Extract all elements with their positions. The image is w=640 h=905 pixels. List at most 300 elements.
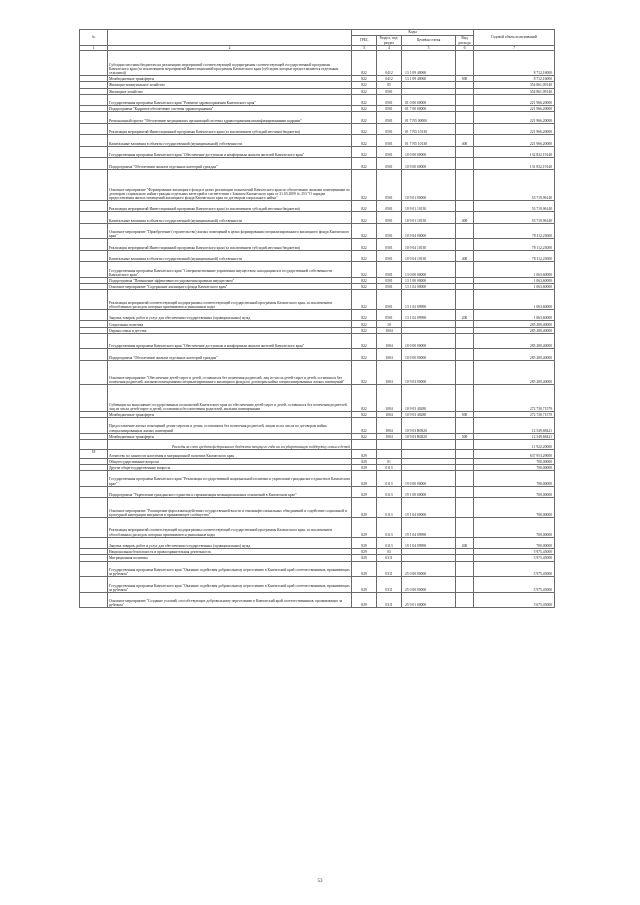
row-section: 1004 <box>377 333 402 349</box>
row-target-article: 10 0 00 00000 <box>402 146 456 157</box>
row-grbs: 822 <box>352 262 377 278</box>
row-grbs: 829 <box>352 471 377 487</box>
row-name: Основное мероприятие "Приобретение (строительство) жилых помещений в целях формирования специализированного жилищного фонда Камчатского края" <box>108 223 352 239</box>
row-grbs: 829 <box>352 577 377 593</box>
row-amount: 285 280,40000 <box>474 333 555 349</box>
row-target-article: 10 9 01 10130 <box>402 212 456 223</box>
row-name: Государственная программа Камчатского края "Реализация государственной национальной политики и укрепление гражданского единства в Камчатском крае" <box>108 471 352 487</box>
row-target-article: 13 1 02 09990 <box>402 290 456 310</box>
row-target-article: 13 1 09 40060 <box>402 51 456 76</box>
row-grbs: 822 <box>352 146 377 157</box>
row-amount: 78 112,23000 <box>474 250 555 261</box>
row-expense-type: 500 <box>456 76 474 82</box>
row-grbs: 822 <box>352 239 377 250</box>
row-target-article: 10 9 04 00000 <box>402 223 456 239</box>
row-expense-type <box>456 239 474 250</box>
row-grbs: 829 <box>352 498 377 518</box>
row-grbs: 829 <box>352 555 377 561</box>
row-target-article: 13 1 09 40060 <box>402 76 456 82</box>
table-row <box>80 309 555 320</box>
row-section: 1004 <box>377 384 402 411</box>
row-number <box>80 561 108 577</box>
table-header <box>80 30 555 51</box>
row-amount: 285 280,40000 <box>474 349 555 360</box>
header-index: 1 <box>80 46 108 51</box>
row-number <box>80 94 108 105</box>
row-number <box>80 577 108 593</box>
table-row <box>80 517 555 537</box>
row-grbs <box>352 439 377 449</box>
row-amount: 53 719,96140 <box>474 212 555 223</box>
row-amount: 354 861,09140 <box>474 82 555 88</box>
row-expense-type <box>456 498 474 518</box>
row-name: Основное мероприятие "Расширение форм взаимодействия государственной власти и этноконфессиональных объединений и содействие социальной и культурной интеграции мигрантов в принимающее сообщество" <box>108 498 352 518</box>
table-row <box>80 112 555 123</box>
row-expense-type <box>456 384 474 411</box>
row-target-article: 19 0 00 00000 <box>402 471 456 487</box>
row-section: 1004 <box>377 360 402 384</box>
row-grbs: 822 <box>352 309 377 320</box>
table-row <box>80 200 555 211</box>
row-name: Охрана семьи и детства <box>108 327 352 333</box>
row-grbs: 822 <box>352 200 377 211</box>
row-expense-type <box>456 471 474 487</box>
row-section: 1004 <box>377 433 402 439</box>
row-target-article: 10 9 03 40280 <box>402 384 456 411</box>
header-grbs: ГРБС <box>352 36 377 46</box>
table-row <box>80 290 555 310</box>
row-expense-type <box>456 450 474 458</box>
row-number <box>80 384 108 411</box>
row-grbs: 822 <box>352 321 377 327</box>
row-name: Подпрограмма "Обеспечение жильем отдельных категорий граждан" <box>108 158 352 169</box>
row-section: 0501 <box>377 112 402 123</box>
row-name: Реализация мероприятий соответствующей подпрограммы соответствующей государственной программы Камчатского края, за исключением обособленных расходов, которым присваиваются уникальные коды <box>108 517 352 537</box>
row-section: 0501 <box>377 309 402 320</box>
row-amount: 221 966,20000 <box>474 112 555 123</box>
row-target-article: 10 9 04 10130 <box>402 250 456 261</box>
row-name: Национальная безопасность и правоохранительная деятельность <box>108 549 352 555</box>
row-section: 10 <box>377 321 402 327</box>
row-name: Реализация мероприятий Инвестиционной программы Камчатского края (за исключением субсидий местным бюджетам) <box>108 123 352 134</box>
row-amount: 700,00000 <box>474 464 555 470</box>
row-amount: 272 730,71579 <box>474 411 555 417</box>
table-row <box>80 146 555 157</box>
row-name: Основное мероприятие "Содержание жилищного фонда Камчатского края" <box>108 283 352 289</box>
row-number <box>80 517 108 537</box>
row-name: Другие общегосударственные вопросы <box>108 464 352 470</box>
row-section: 0501 <box>377 123 402 134</box>
row-grbs: 829 <box>352 592 377 608</box>
row-expense-type: 500 <box>456 433 474 439</box>
row-number <box>80 169 108 200</box>
row-name: Субвенции на выполнение государственных полномочий Камчатского края по обеспечению детей-сирот и детей, оставшихся без попечения родителей, лиц из числа детей-сирот и детей, оставшихся без попечения родителей, жилыми помещениями <box>108 384 352 411</box>
row-expense-type <box>456 517 474 537</box>
row-section: 0501 <box>377 239 402 250</box>
row-grbs: 822 <box>352 290 377 310</box>
row-section: 03 <box>377 549 402 555</box>
table-row <box>80 439 555 449</box>
row-amount: 78 112,23000 <box>474 223 555 239</box>
table-row <box>80 262 555 278</box>
row-number <box>80 262 108 278</box>
table-row <box>80 498 555 518</box>
row-number <box>80 360 108 384</box>
row-grbs: 822 <box>352 94 377 105</box>
row-name: Реализация мероприятий Инвестиционной программы Камчатского края (за исключением субсидий местным бюджетам) <box>108 239 352 250</box>
row-expense-type <box>456 123 474 134</box>
row-section: 05 <box>377 82 402 88</box>
row-target-article: 19 1 04 09990 <box>402 517 456 537</box>
row-name: Подпрограмма "Обеспечение жильем отдельных категорий граждан" <box>108 349 352 360</box>
row-name: Региональный проект "Обеспечение медицинских организаций системы здравоохранения квалифицированными кадрами" <box>108 112 352 123</box>
row-expense-type <box>456 561 474 577</box>
row-number <box>80 471 108 487</box>
row-name: Подпрограмма "Кадровое обеспечение системы здравоохранения" <box>108 106 352 112</box>
row-section: 0412 <box>377 51 402 76</box>
row-grbs: 822 <box>352 135 377 146</box>
header-name <box>108 30 352 46</box>
row-amount: 1 063,60000 <box>474 290 555 310</box>
row-grbs: 822 <box>352 223 377 239</box>
row-target-article: 01 7 N5 00000 <box>402 112 456 123</box>
row-name: Государственная программа Камчатского края "Развитие здравоохранения Камчатского края" <box>108 94 352 105</box>
row-grbs: 829 <box>352 486 377 497</box>
row-number: 18 <box>80 450 108 458</box>
header-sum: Годовой объем ассигнований <box>474 30 555 46</box>
header-section: Раздел, под-раздел <box>377 36 402 46</box>
row-name: Закупка товаров, работ и услуг для обеспечения государственных (муниципальных) нужд <box>108 309 352 320</box>
row-amount: 354 861,09140 <box>474 88 555 94</box>
header-index: 6 <box>456 46 474 51</box>
row-amount: 8 712,16000 <box>474 51 555 76</box>
row-section: 0501 <box>377 146 402 157</box>
row-target-article: 01 0 00 00000 <box>402 94 456 105</box>
table-row <box>80 561 555 577</box>
row-name: Общегосударственные вопросы <box>108 458 352 464</box>
row-amount: 700,00000 <box>474 486 555 497</box>
row-expense-type: 200 <box>456 309 474 320</box>
row-target-article: 10 9 03 R0820 <box>402 418 456 434</box>
row-amount: 637 953,29000 <box>474 450 555 458</box>
row-name: Государственная программа Камчатского края "Оказание содействия добровольному переселению в Камчатский край соотечественников, проживающих за рубежом" <box>108 561 352 577</box>
row-target-article: 10 9 00 00000 <box>402 349 456 360</box>
row-target-article: 01 7 N5 10130 <box>402 135 456 146</box>
row-target-article <box>402 450 456 458</box>
row-section: 0113 <box>377 486 402 497</box>
row-target-article: 10 9 00 00000 <box>402 158 456 169</box>
row-name: Реализация мероприятий Инвестиционной программы Камчатского края (за исключением субсидий местным бюджетам) <box>108 200 352 211</box>
row-amount: 1 063,60000 <box>474 277 555 283</box>
row-number <box>80 592 108 608</box>
row-section: 0501 <box>377 135 402 146</box>
row-target-article: 10 9 03 00000 <box>402 360 456 384</box>
row-number <box>80 250 108 261</box>
row-amount: 272 730,71579 <box>474 384 555 411</box>
row-grbs: 829 <box>352 458 377 464</box>
row-amount: 285 280,40000 <box>474 327 555 333</box>
table-row <box>80 450 555 458</box>
row-section: 0501 <box>377 158 402 169</box>
row-name: Капитальные вложения в объекты государственной (муниципальной) собственности <box>108 135 352 146</box>
row-grbs: 822 <box>352 123 377 134</box>
row-name: Жилищное хозяйство <box>108 88 352 94</box>
table-row <box>80 94 555 105</box>
row-target-article: 19 1 04 00000 <box>402 498 456 518</box>
row-amount: 221 966,20000 <box>474 123 555 134</box>
row-number <box>80 498 108 518</box>
row-grbs: 829 <box>352 464 377 470</box>
header-index: 4 <box>377 46 402 51</box>
row-section: 0311 <box>377 577 402 593</box>
row-name: Подпрограмма "Укрепление гражданского единства и гармонизация межнациональных отношений в Камчатском крае" <box>108 486 352 497</box>
row-name: Основное мероприятие "Создание условий, способствующих добровольному переселению в Камчатский край соотечественников, проживающих за рубежом" <box>108 592 352 608</box>
header-vr: Вид расхода <box>456 36 474 46</box>
row-number <box>80 418 108 434</box>
row-section: 0113 <box>377 498 402 518</box>
row-expense-type <box>456 169 474 200</box>
row-amount: 1 063,60000 <box>474 283 555 289</box>
row-section: 0501 <box>377 212 402 223</box>
row-section: 0311 <box>377 555 402 561</box>
row-name: Основное мероприятие "Обеспечение детей-сирот и детей, оставшихся без попечения родителей, лиц из числа детей-сирот и детей, оставшихся без попечения родителей, жилыми помещениями специализированного жилищного фонда по договорам найма специализированных жилых помещений" <box>108 360 352 384</box>
row-name: Предоставление жилых помещений детям-сиротам и детям, оставшимся без попечения родителей, лицам из их числа по договорам найма специализированных жилых помещений <box>108 418 352 434</box>
row-section: 0501 <box>377 262 402 278</box>
row-grbs: 822 <box>352 106 377 112</box>
row-expense-type: 400 <box>456 212 474 223</box>
row-number <box>80 439 108 449</box>
table-row <box>80 212 555 223</box>
table-row <box>80 51 555 76</box>
row-section <box>377 439 402 449</box>
table-row <box>80 239 555 250</box>
table-row <box>80 577 555 593</box>
row-grbs: 822 <box>352 158 377 169</box>
row-name: Основное мероприятие "Формирование жилищного фонда в целях реализации полномочий Камчатского края по обеспечению жилыми помещениями по договорам социального найма граждан отдельных категорий в соответствии с Законом Камчатского края от 31.03.2009 № 253 "О порядке предоставления жилых помещений жилищного фонда Камчатского края по договорам социального найма" <box>108 169 352 200</box>
table-row <box>80 158 555 169</box>
row-expense-type <box>456 349 474 360</box>
table-row <box>80 537 555 548</box>
row-amount: 12 549,68421 <box>474 418 555 434</box>
row-amount: 5 975,45000 <box>474 561 555 577</box>
row-amount: 11 922,20000 <box>474 439 555 449</box>
row-number <box>80 223 108 239</box>
row-section: 1004 <box>377 349 402 360</box>
row-amount: 700,00000 <box>474 498 555 518</box>
row-amount: 53 719,96140 <box>474 200 555 211</box>
row-expense-type <box>456 158 474 169</box>
row-expense-type <box>456 592 474 608</box>
row-number <box>80 146 108 157</box>
row-grbs: 829 <box>352 561 377 577</box>
row-target-article: 10 9 03 R0820 <box>402 433 456 439</box>
row-name: Социальная политика <box>108 321 352 327</box>
row-section: 0311 <box>377 592 402 608</box>
row-amount: 700,00000 <box>474 537 555 548</box>
row-name: Агентство по занятости населения и миграционной политике Камчатского края <box>108 450 352 458</box>
header-target: Целевая статья <box>402 36 456 46</box>
row-amount: 5 975,45000 <box>474 577 555 593</box>
header-index: 5 <box>402 46 456 51</box>
row-name: Капитальные вложения в объекты государственной (муниципальной) собственности <box>108 212 352 223</box>
row-target-article: 01 7 N5 10130 <box>402 123 456 134</box>
row-name: Государственная программа Камчатского края "Оказание содействия добровольному переселению в Камчатский край соотечественников, проживающих за рубежом" <box>108 577 352 593</box>
table-row <box>80 250 555 261</box>
row-target-article: 25 0 00 00000 <box>402 561 456 577</box>
row-grbs: 822 <box>352 169 377 200</box>
row-number <box>80 135 108 146</box>
row-grbs: 822 <box>352 333 377 349</box>
table-row <box>80 349 555 360</box>
row-grbs: 822 <box>352 433 377 439</box>
row-expense-type: 400 <box>456 135 474 146</box>
row-target-article: 25 0 01 00000 <box>402 592 456 608</box>
page-number: 53 <box>317 879 323 884</box>
row-expense-type <box>456 486 474 497</box>
table-row <box>80 135 555 146</box>
row-section: 0113 <box>377 471 402 487</box>
row-section: 0501 <box>377 277 402 283</box>
row-expense-type <box>456 439 474 449</box>
row-expense-type <box>456 418 474 434</box>
row-expense-type <box>456 360 474 384</box>
row-expense-type: 200 <box>456 537 474 548</box>
row-grbs: 829 <box>352 450 377 458</box>
row-number <box>80 333 108 349</box>
row-amount: 285 280,40000 <box>474 321 555 327</box>
table-row <box>80 123 555 134</box>
row-number <box>80 212 108 223</box>
row-grbs: 822 <box>352 283 377 289</box>
table-row <box>80 384 555 411</box>
budget-table <box>79 29 555 608</box>
row-amount: 700,00000 <box>474 517 555 537</box>
row-name: Государственная программа Камчатского края "Обеспечение доступным и комфортным жильем жителей Камчатского края" <box>108 146 352 157</box>
row-target-article: 10 0 00 00000 <box>402 333 456 349</box>
table-row <box>80 486 555 497</box>
row-expense-type <box>456 94 474 105</box>
row-number <box>80 51 108 76</box>
row-grbs: 822 <box>352 112 377 123</box>
header-index: 2 <box>108 46 352 51</box>
row-name: Миграционная политика <box>108 555 352 561</box>
row-section: 0501 <box>377 88 402 94</box>
row-section: 0412 <box>377 76 402 82</box>
row-number <box>80 123 108 134</box>
row-target-article: 13 1 00 00000 <box>402 277 456 283</box>
row-number <box>80 309 108 320</box>
row-target-article: 13 1 02 09990 <box>402 309 456 320</box>
row-grbs: 829 <box>352 537 377 548</box>
row-section: 0501 <box>377 283 402 289</box>
row-grbs: 822 <box>352 212 377 223</box>
row-name: Закупка товаров, работ и услуг для обеспечения государственных (муниципальных) нужд <box>108 537 352 548</box>
row-section <box>377 450 402 458</box>
row-amount: 78 112,23000 <box>474 239 555 250</box>
row-target-article: 25 0 00 00000 <box>402 577 456 593</box>
row-amount: 132 832,19140 <box>474 146 555 157</box>
row-name: Государственная программа Камчатского края "Совершенствование управления имуществом, находящимся в государственной собственности Камчатского края" <box>108 262 352 278</box>
row-grbs: 822 <box>352 384 377 411</box>
row-section: 1004 <box>377 327 402 333</box>
row-target-article: 10 9 01 00000 <box>402 169 456 200</box>
row-grbs: 822 <box>352 277 377 283</box>
table-body <box>80 51 555 608</box>
row-target-article: 13 1 02 00000 <box>402 283 456 289</box>
row-grbs: 822 <box>352 349 377 360</box>
row-amount: 700,00000 <box>474 471 555 487</box>
table-row <box>80 418 555 434</box>
row-grbs: 822 <box>352 360 377 384</box>
row-number <box>80 239 108 250</box>
row-expense-type: 500 <box>456 411 474 417</box>
row-target-article: 10 9 03 40280 <box>402 411 456 417</box>
header-index: 3 <box>352 46 377 51</box>
row-section: 1004 <box>377 411 402 417</box>
row-name: Реализация мероприятий соответствующей подпрограммы соответствующей государственной программы Камчатского края, за исключением обособленных расходов, которым присваиваются уникальные коды <box>108 290 352 310</box>
row-grbs: 822 <box>352 418 377 434</box>
row-amount: 285 280,40000 <box>474 360 555 384</box>
row-amount: 131 832,19140 <box>474 158 555 169</box>
row-expense-type <box>456 223 474 239</box>
row-expense-type <box>456 146 474 157</box>
row-number <box>80 158 108 169</box>
row-expense-type <box>456 290 474 310</box>
row-expense-type <box>456 577 474 593</box>
row-section: 0501 <box>377 94 402 105</box>
row-expense-type: 400 <box>456 250 474 261</box>
row-expense-type <box>456 200 474 211</box>
row-section: 1004 <box>377 418 402 434</box>
row-grbs: 822 <box>352 411 377 417</box>
row-expense-type <box>456 112 474 123</box>
row-section: 01 <box>377 458 402 464</box>
row-grbs: 829 <box>352 549 377 555</box>
row-amount: 53 719,96140 <box>474 169 555 200</box>
row-number <box>80 349 108 360</box>
row-target-article: 10 9 04 10130 <box>402 239 456 250</box>
row-amount: 221 966,20000 <box>474 94 555 105</box>
row-section: 0311 <box>377 561 402 577</box>
row-number <box>80 486 108 497</box>
row-amount: 5 975,45000 <box>474 555 555 561</box>
row-section: 0501 <box>377 106 402 112</box>
row-section: 0113 <box>377 517 402 537</box>
row-section: 0113 <box>377 537 402 548</box>
row-target-article <box>402 439 456 449</box>
row-number <box>80 200 108 211</box>
row-amount: 12 549,68421 <box>474 433 555 439</box>
row-section: 0501 <box>377 169 402 200</box>
row-section: 0501 <box>377 250 402 261</box>
row-amount: 1 063,60000 <box>474 262 555 278</box>
table-row <box>80 592 555 608</box>
header-codes: Коды <box>352 30 474 36</box>
row-expense-type <box>456 262 474 278</box>
row-number <box>80 112 108 123</box>
row-grbs: 822 <box>352 250 377 261</box>
row-grbs: 822 <box>352 327 377 333</box>
row-name: Межбюджетные трансферты <box>108 433 352 439</box>
header-num: № <box>80 30 108 46</box>
table-row <box>80 360 555 384</box>
row-grbs: 829 <box>352 517 377 537</box>
table-row <box>80 333 555 349</box>
row-target-article: 10 9 01 10130 <box>402 200 456 211</box>
row-expense-type <box>456 333 474 349</box>
row-amount: 1 063,60000 <box>474 309 555 320</box>
row-grbs: 822 <box>352 88 377 94</box>
